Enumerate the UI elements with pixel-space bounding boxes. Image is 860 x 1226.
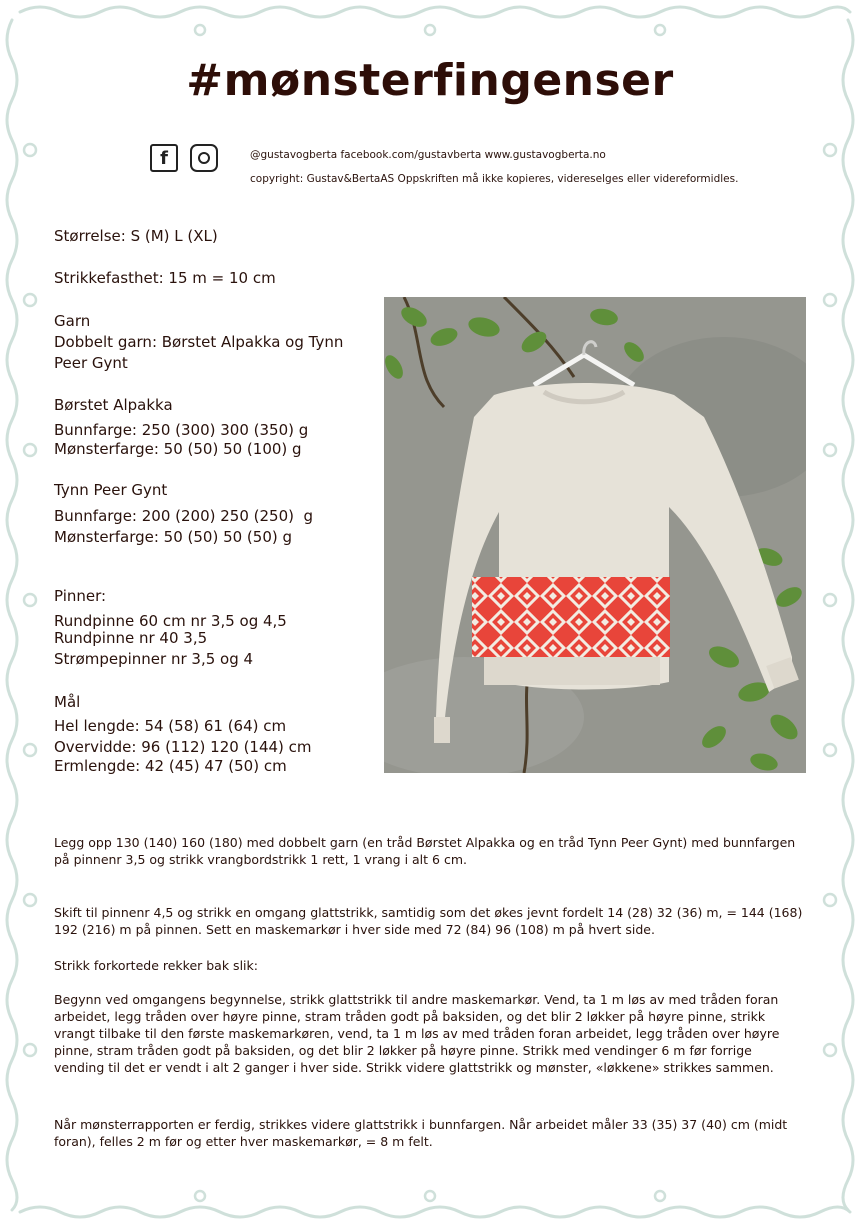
gauge-line: Strikkefasthet: 15 m = 10 cm (54, 269, 276, 287)
page-title: #mønsterfingenser (186, 55, 674, 106)
facebook-icon[interactable]: f (150, 144, 178, 172)
sweater-photo (384, 297, 806, 773)
yarn-heading: Garn (54, 312, 91, 330)
instruction-paragraph: Skift til pinnenr 4,5 og strikk en omgang glattstrikk, samtidig som det økes jevnt fordelt 14 (28) 32 (36) m, = 144 (168) 192 (216) m på pinnen. Sett en maskemarkør i hver side med 72 (84) 96 (108) m på hvert side. (54, 905, 803, 937)
instagram-icon[interactable] (190, 144, 218, 172)
measure-chest: Overvidde: 96 (112) 120 (144) cm (54, 738, 312, 756)
peergynt-heading: Tynn Peer Gynt (54, 481, 168, 499)
yarn-line: Dobbelt garn: Børstet Alpakka og Tynn (54, 333, 344, 351)
size-line: Størrelse: S (M) L (XL) (54, 227, 218, 245)
social-icons (150, 144, 218, 172)
peergynt-main-color: Bunnfarge: 200 (200) 250 (250) g (54, 507, 314, 525)
measure-sleeve: Ermlengde: 42 (45) 47 (50) cm (54, 757, 287, 775)
alpakka-pattern-color: Mønsterfarge: 50 (50) 50 (100) g (54, 440, 302, 458)
social-handles: @gustavogberta facebook.com/gustavberta www.gustavogberta.no (250, 149, 606, 161)
instruction-paragraph: Når mønsterrapporten er ferdig, strikkes videre glattstrikk i bunnfargen. Når arbeidet måler 33 (35) 37 (40) cm (midt foran), felles 2 m før og etter hver maskemarkør, = 8 m felt. (54, 1117, 788, 1149)
measure-length: Hel lengde: 54 (58) 61 (64) cm (54, 717, 287, 735)
instruction-paragraph: Legg opp 130 (140) 160 (180) med dobbelt garn (en tråd Børstet Alpakka og en tråd Tynn Peer Gynt) med bunnfargen på pinnenr 3,5 og strikk vrangbordstrikk 1 rett, 1 vrang i alt 6 cm. (54, 835, 796, 867)
alpakka-main-color: Bunnfarge: 250 (300) 300 (350) g (54, 421, 309, 439)
alpakka-heading: Børstet Alpakka (54, 396, 173, 414)
copyright-notice: copyright: Gustav&BertaAS Oppskriften må ikke kopieres, videreselges eller videreformidles. (250, 173, 739, 185)
needles-line: Strømpepinner nr 3,5 og 4 (54, 650, 254, 668)
peergynt-pattern-color: Mønsterfarge: 50 (50) 50 (50) g (54, 528, 293, 546)
instruction-paragraph: Begynn ved omgangens begynnelse, strikk glattstrikk til andre maskemarkør. Vend, ta 1 m løs av med tråden foran arbeidet, legg tråden over høyre pinne, stram tråden godt på baksiden, og det blir 2 løkker på høyre pinne, strikk vrangt tilbake til den første maskemarkøren, vend, ta 1 m løs av med tråden foran arbeidet, legg tråden over høyre pinne, stram tråden godt på baksiden, og det blir 2 løkker på høyre pinne. Strikk med vendinger 6 m før forrige vending til det er vendt i alt 2 ganger i hver side. Strikk videre glattstrikk og mønster, «løkkene» strikkes sammen. (54, 992, 780, 1075)
contact-info (250, 143, 738, 191)
measure-heading: Mål (54, 693, 81, 711)
instruction-paragraph: Strikk forkortede rekker bak slik: (54, 958, 258, 973)
needles-line: Rundpinne nr 40 3,5 (54, 629, 208, 647)
needles-heading: Pinner: (54, 587, 107, 605)
needles-line: Rundpinne 60 cm nr 3,5 og 4,5 (54, 612, 287, 630)
yarn-line: Peer Gynt (54, 354, 128, 372)
